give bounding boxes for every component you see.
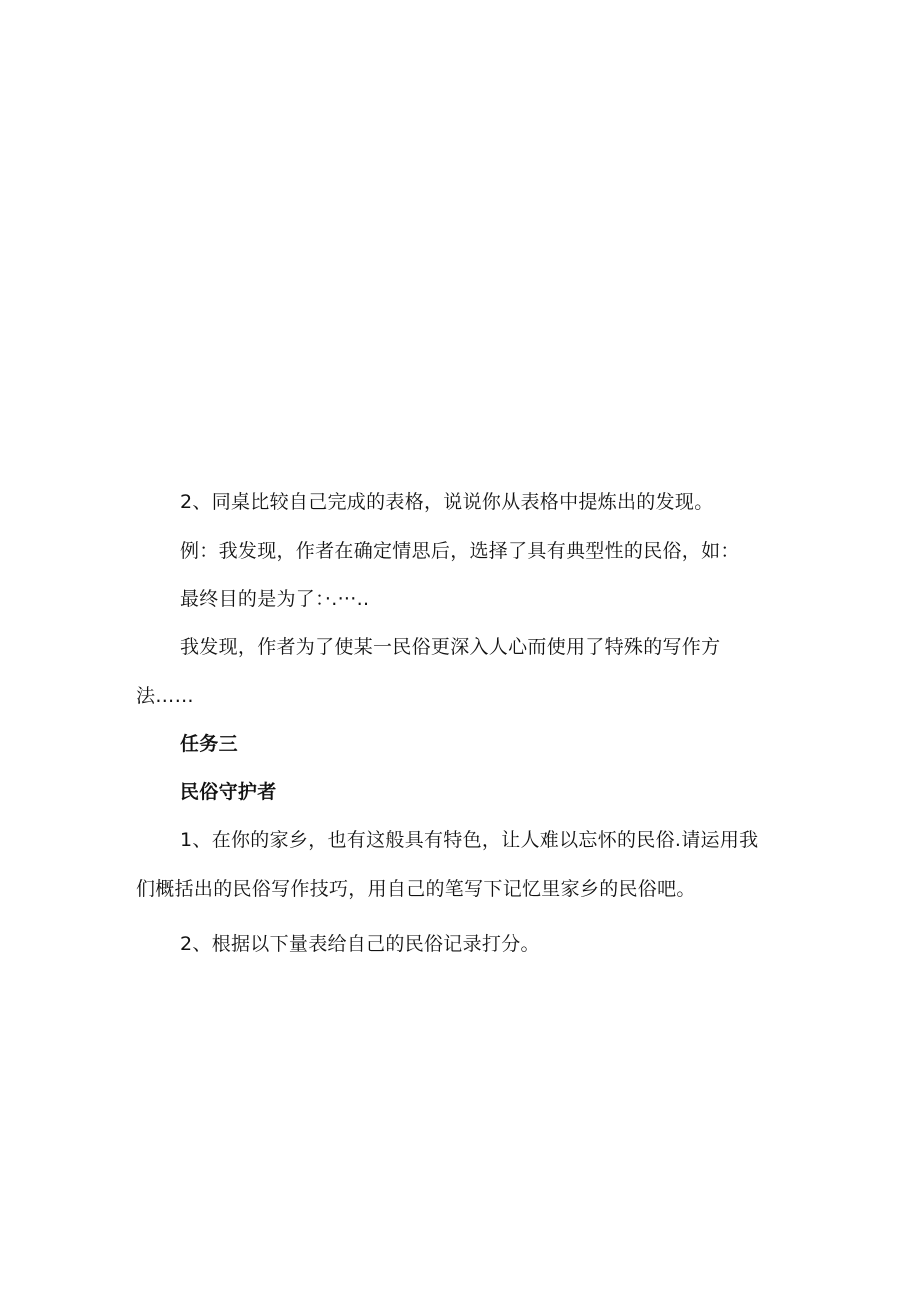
task3-item2: 2、根据以下量表给自己的民俗记录打分。 [180,933,540,955]
task3-heading: 任务三 [180,733,238,755]
example-line1: 例：我发现，作者在确定情思后，选择了具有典型性的民俗，如： [180,540,740,562]
task3-subheading: 民俗守护者 [180,781,277,803]
example-line2: 最终目的是为了：·.···.. [180,588,370,610]
task3-item1-line2: 们概括出的民俗写作技巧，用自己的笔写下记忆里家乡的民俗吧。 [136,878,696,900]
task2-item2: 2、同桌比较自己完成的表格，说说你从表格中提炼出的发现。 [180,491,714,513]
task3-item1-line1: 1、在你的家乡，也有这般具有特色，让人难以忘怀的民俗.请运用我 [180,829,759,851]
finding-line2: 法…… [136,685,194,707]
finding-line1: 我发现，作者为了使某一民俗更深入人心而使用了特殊的写作方 [180,636,721,658]
